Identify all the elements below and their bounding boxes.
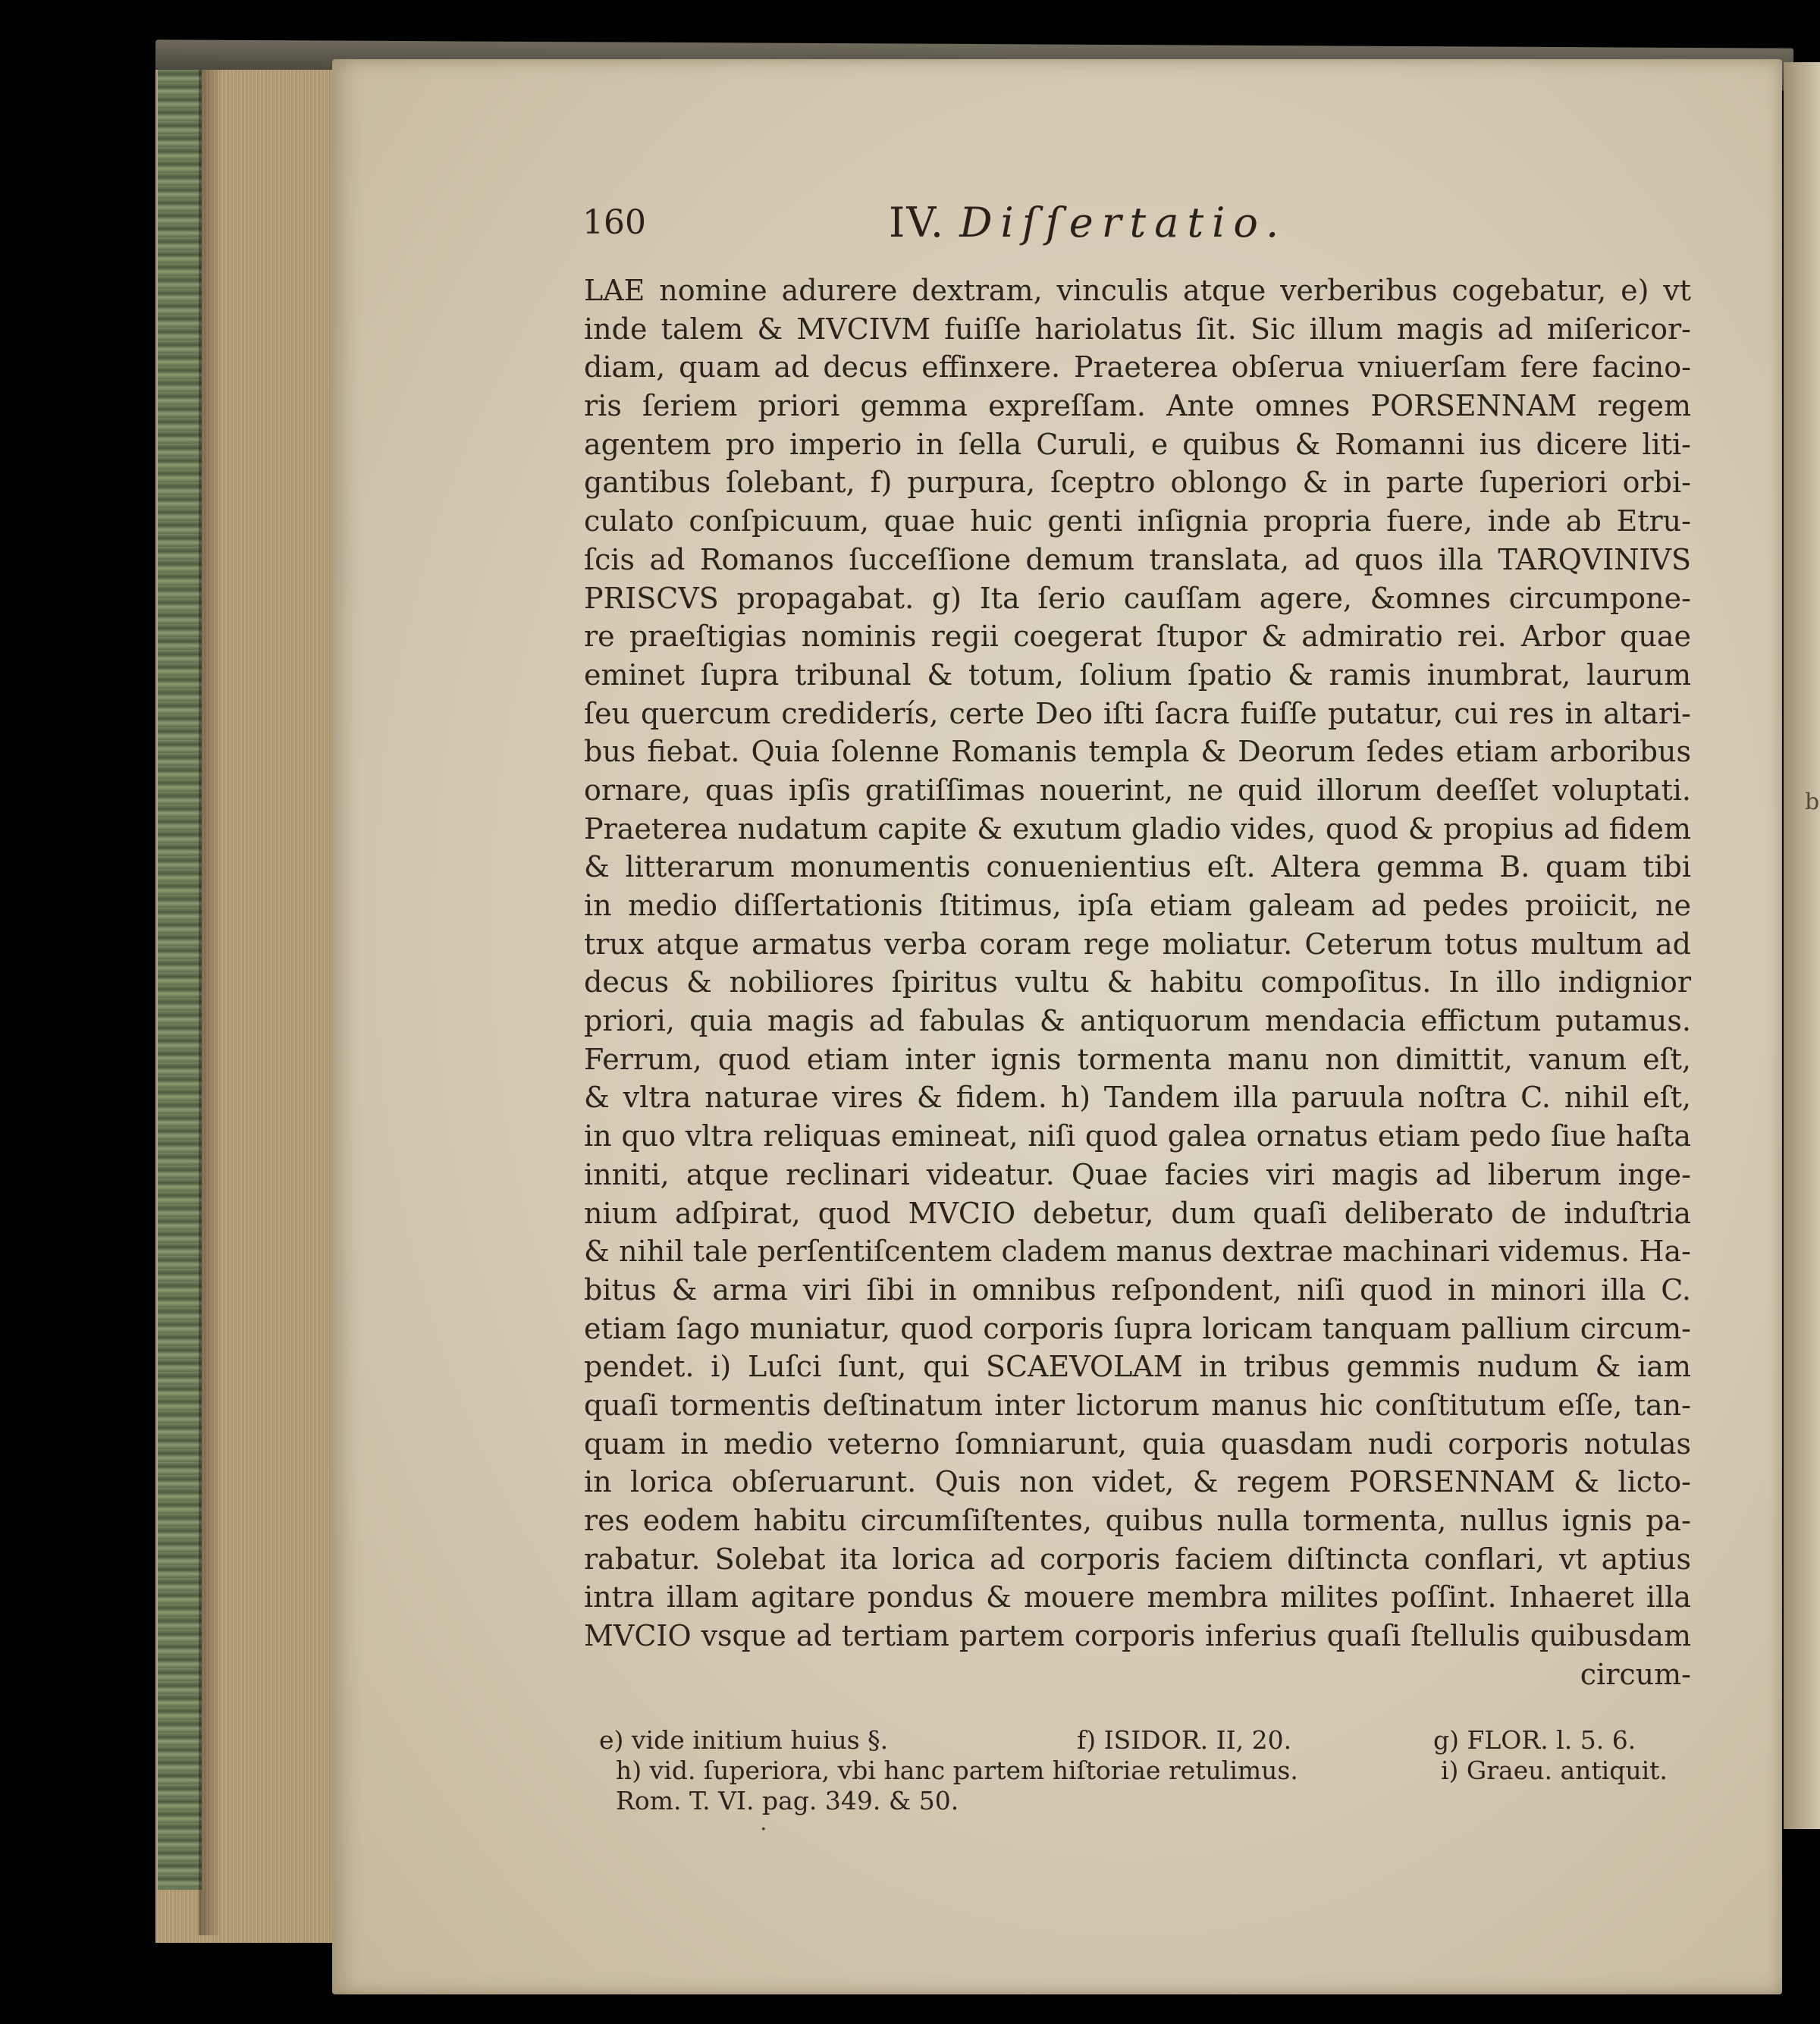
text-line: decus & nobiliores ſpiritus vultu & habitu compoſitus. In illo indignior — [584, 965, 1691, 999]
text-line: rabatur. Solebat ita lorica ad corporis faciem diſtincta conflari, vt aptius — [584, 1542, 1691, 1576]
text-line: nium adſpirat, quod MVCIO debetur, dum quaſi deliberato de induſtria — [584, 1196, 1691, 1230]
text-line: gantibus ſolebant, f) purpura, ſceptro oblongo & in parte ſuperiori orbi- — [584, 466, 1691, 500]
text-line: inde talem & MVCIVM fuiſſe hariolatus ſit. Sic illum magis ad miſericor- — [584, 312, 1691, 346]
text-line: culato conſpicuum, quae huic genti inſignia propria fuere, inde ab Etru- — [584, 504, 1691, 538]
text-line: & nihil tale perſentiſcentem cladem manus dextrae machinari videmus. Ha- — [584, 1235, 1691, 1269]
text-line: MVCIO vsque ad tertiam partem corporis inferius quaſi ſtellulis quibusdam — [584, 1619, 1691, 1653]
footnote-row — [599, 1786, 1691, 1816]
footnote-row — [599, 1725, 1691, 1756]
text-line: priori, quia magis ad fabulas & antiquorum mendacia effictum putamus. — [584, 1004, 1691, 1038]
text-line: in lorica obſeruarunt. Quis non videt, & regem PORSENNAM & licto- — [584, 1465, 1691, 1499]
gutter-shadow — [199, 70, 221, 1935]
text-line: ſeu quercum crediderís, certe Deo iſti ſacra fuiſſe putatur, cui res in altari- — [584, 696, 1691, 730]
text-line: re praeſtigias nominis regii coegerat ſtupor & admiratio rei. Arbor quae — [584, 620, 1691, 654]
title-prefix: IV. — [889, 199, 946, 246]
text-line: trux atque armatus verba coram rege moliatur. Ceterum totus multum ad — [584, 927, 1691, 961]
text-line: bitus & arma viri ſibi in omnibus reſpondent, niſi quod in minori illa C. — [584, 1272, 1691, 1307]
footnote-i: i) Graeu. antiquit. — [1441, 1756, 1668, 1785]
title-word: Diſſertatio. — [959, 199, 1288, 246]
text-line: eminet ſupra tribunal & totum, ſolium ſpatio & ramis inumbrat, laurum — [584, 657, 1691, 692]
text-line: diam, quam ad decus effinxere. Praeterea obſerua vniuerſam fere facino- — [584, 350, 1691, 384]
running-header — [582, 199, 1820, 249]
next-page-fragment: b — [1805, 789, 1820, 815]
text-line: bus fiebat. Quia ſolenne Romanis templa & Deorum ſedes etiam arboribus — [584, 735, 1691, 769]
text-line: in quo vltra reliquas emineat, niſi quod galea ornatus etiam pedo ſiue haſta — [584, 1119, 1691, 1153]
footnote-continuation: Rom. T. VI. pag. 349. & 50. — [616, 1786, 959, 1815]
text-line: & vltra naturae vires & fidem. h) Tandem illa paruula noſtra C. nihil eſt, — [584, 1081, 1691, 1115]
footnote-e: e) vide initium huius §. — [599, 1725, 889, 1755]
text-line: intra illam agitare pondus & mouere membra milites poſſint. Inhaeret illa — [584, 1580, 1691, 1614]
text-line: LAE nomine adurere dextram, vinculis atque verberibus cogebatur, e) vt — [584, 274, 1691, 307]
page-number: 160 — [582, 203, 646, 242]
text-line: ornare, quas ipſis gratiſſimas nouerint, ne quid illorum deeſſet voluptati. — [584, 773, 1691, 807]
ink-mark: · — [760, 1816, 767, 1843]
footnote-h: h) vid. ſuperiora, vbi hanc partem hiſtoriae retulimus. — [616, 1756, 1298, 1785]
text-line: inniti, atque reclinari videatur. Quae facies viri magis ad liberum inge- — [584, 1157, 1691, 1191]
text-line: pendet. i) Luſci ſunt, qui SCAEVOLAM in tribus gemmis nudum & iam — [584, 1350, 1691, 1384]
text-line: agentem pro imperio in ſella Curuli, e quibus & Romanni ius dicere liti- — [584, 427, 1691, 461]
text-line: etiam ſago muniatur, quod corporis ſupra loricam tanquam pallium circum- — [584, 1311, 1691, 1345]
body-text — [584, 271, 1691, 1693]
text-line: quam in medio veterno ſomniarunt, quia quasdam nudi corporis notulas — [584, 1426, 1691, 1461]
text-line: Ferrum, quod etiam inter ignis tormenta manu non dimittit, vanum eſt, — [584, 1042, 1691, 1076]
footnote-row — [599, 1756, 1691, 1786]
text-line: res eodem habitu circumſiſtentes, quibus nulla tormenta, nullus ignis pa- — [584, 1504, 1691, 1537]
text-line: ris ſeriem priori gemma expreſſam. Ante omnes PORSENNAM regem — [584, 389, 1691, 423]
text-line: quaſi tormentis deſtinatum inter lictorum manus hic conſtitutum eſſe, tan- — [584, 1388, 1691, 1422]
text-line: Praeterea nudatum capite & exutum gladio vides, quod & propius ad fidem — [584, 811, 1691, 846]
text-line: PRISCVS propagabat. g) Ita ſerio cauſſam agere, &omnes circumpone- — [584, 581, 1691, 615]
text-line: circum- — [1580, 1657, 1691, 1691]
next-page-edge — [1784, 62, 1820, 1829]
text-line: & litterarum monumentis conuenientius eſt. Altera gemma B. quam tibi — [584, 850, 1691, 884]
footnote-g: g) FLOR. l. 5. 6. — [1433, 1725, 1636, 1755]
running-title — [889, 199, 1287, 246]
footnotes — [599, 1725, 1691, 1816]
footnote-f: f) ISIDOR. II, 20. — [1077, 1725, 1292, 1755]
book-spine — [158, 70, 202, 1890]
text-line: ſcis ad Romanos ſucceſſione demum translata, ad quos illa TARQVINIVS — [584, 542, 1691, 576]
text-line: in medio diſſertationis ſtitimus, ipſa etiam galeam ad pedes proiicit, ne — [584, 889, 1691, 922]
